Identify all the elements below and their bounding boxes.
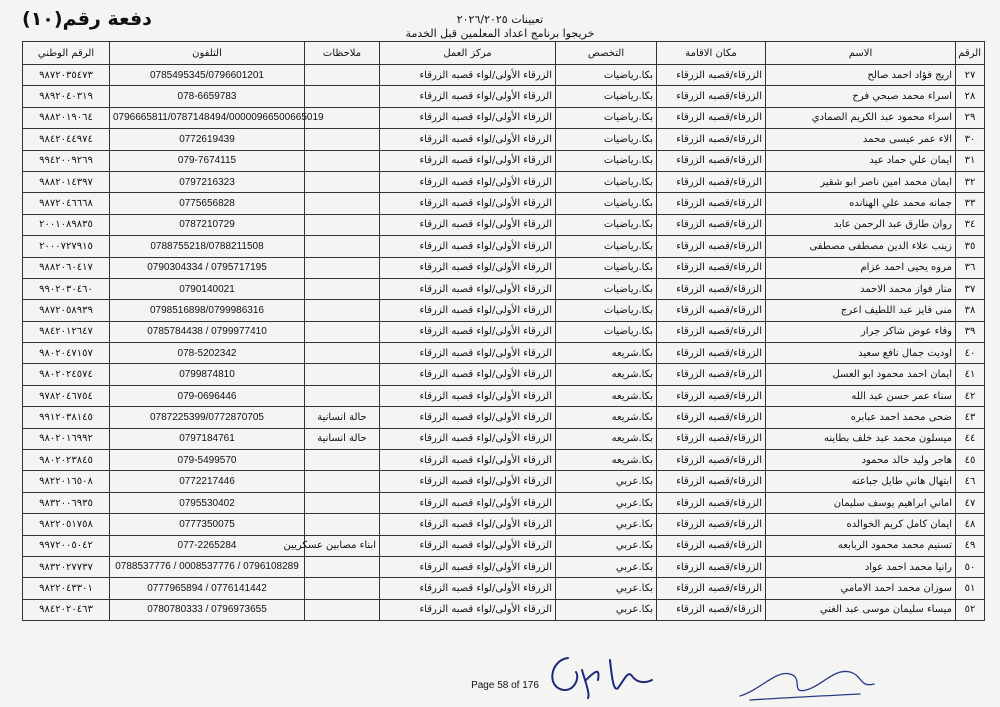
cell-specialty: بكا.رياضيات xyxy=(556,278,657,299)
cell-phone: 078-6659783 xyxy=(110,86,305,107)
column-header-num: الرقم xyxy=(956,42,985,65)
cell-national-id: ٩٨٢٢٠٤٣٣٠١ xyxy=(23,578,110,599)
cell-num: ٤٦ xyxy=(956,471,985,492)
cell-name: ميسلون محمد عبد خلف بطاينه xyxy=(766,428,956,449)
cell-work-center: الزرقاء الأولى/لواء قصبه الزرقاء xyxy=(380,171,556,192)
cell-name: ميساء سليمان موسى عبد الغني xyxy=(766,599,956,620)
cell-national-id: ٩٩٧٢٠٠٥٠٤٢ xyxy=(23,535,110,556)
cell-work-center: الزرقاء الأولى/لواء قصبه الزرقاء xyxy=(380,129,556,150)
cell-name: الاء عمر عيسى محمد xyxy=(766,129,956,150)
cell-phone: 0775656828 xyxy=(110,193,305,214)
cell-phone: 0785784438 / 0799977410 xyxy=(110,321,305,342)
cell-num: ٣٤ xyxy=(956,214,985,235)
cell-national-id: ٢٠٠١٠٨٩٨٣٥ xyxy=(23,214,110,235)
cell-residence: الزرقاء/قصبه الزرقاء xyxy=(657,107,766,128)
cell-notes xyxy=(305,86,380,107)
cell-work-center: الزرقاء الأولى/لواء قصبه الزرقاء xyxy=(380,278,556,299)
cell-specialty: بكا.شريعه xyxy=(556,364,657,385)
table-row xyxy=(23,492,985,513)
cell-num: ٥١ xyxy=(956,578,985,599)
table-row xyxy=(23,86,985,107)
column-header-phone: التلفون xyxy=(110,42,305,65)
cell-work-center: الزرقاء الأولى/لواء قصبه الزرقاء xyxy=(380,300,556,321)
cell-residence: الزرقاء/قصبه الزرقاء xyxy=(657,343,766,364)
cell-phone: 0788755218/0788211508 xyxy=(110,236,305,257)
cell-residence: الزرقاء/قصبه الزرقاء xyxy=(657,278,766,299)
cell-phone: 079-0696446 xyxy=(110,385,305,406)
cell-phone: 0795530402 xyxy=(110,492,305,513)
cell-specialty: بكا.رياضيات xyxy=(556,86,657,107)
cell-num: ٣٢ xyxy=(956,171,985,192)
cell-work-center: الزرقاء الأولى/لواء قصبه الزرقاء xyxy=(380,535,556,556)
cell-specialty: بكا.رياضيات xyxy=(556,300,657,321)
cell-national-id: ٩٨٠٢٠٢٤٥٧٤ xyxy=(23,364,110,385)
cell-residence: الزرقاء/قصبه الزرقاء xyxy=(657,171,766,192)
cell-notes xyxy=(305,150,380,171)
cell-phone: 0787225399/0772870705 xyxy=(110,407,305,428)
cell-national-id: ٩٩١٢٠٣٨١٤٥ xyxy=(23,407,110,428)
cell-national-id: ٩٨٧٢٠٣٥٤٧٣ xyxy=(23,65,110,86)
table-row xyxy=(23,300,985,321)
cell-work-center: الزرقاء الأولى/لواء قصبه الزرقاء xyxy=(380,107,556,128)
cell-specialty: بكا.عربي xyxy=(556,535,657,556)
cell-notes xyxy=(305,193,380,214)
cell-name: تسنيم محمد محمود الربابعه xyxy=(766,535,956,556)
cell-specialty: بكا.شريعه xyxy=(556,385,657,406)
cell-num: ٣٨ xyxy=(956,300,985,321)
table-row xyxy=(23,236,985,257)
cell-work-center: الزرقاء الأولى/لواء قصبه الزرقاء xyxy=(380,150,556,171)
cell-residence: الزرقاء/قصبه الزرقاء xyxy=(657,193,766,214)
cell-residence: الزرقاء/قصبه الزرقاء xyxy=(657,428,766,449)
cell-national-id: ٩٨٠٢٠٢٣٨٤٥ xyxy=(23,450,110,471)
cell-notes xyxy=(305,450,380,471)
cell-residence: الزرقاء/قصبه الزرقاء xyxy=(657,214,766,235)
cell-notes: حالة انسانية xyxy=(305,407,380,428)
cell-name: ايمان كامل كريم الخوالده xyxy=(766,514,956,535)
cell-residence: الزرقاء/قصبه الزرقاء xyxy=(657,492,766,513)
cell-name: اوديت جمال نافع سعيد xyxy=(766,343,956,364)
cell-work-center: الزرقاء الأولى/لواء قصبه الزرقاء xyxy=(380,321,556,342)
cell-name: منار فواز محمد الاحمد xyxy=(766,278,956,299)
cell-num: ٣٥ xyxy=(956,236,985,257)
page-number: Page 58 of 176 xyxy=(471,680,539,691)
cell-specialty: بكا.شريعه xyxy=(556,343,657,364)
cell-notes xyxy=(305,300,380,321)
cell-notes xyxy=(305,556,380,577)
table-row xyxy=(23,150,985,171)
cell-national-id: ٩٩٤٢٠٠٩٢٦٩ xyxy=(23,150,110,171)
cell-num: ٥٠ xyxy=(956,556,985,577)
cell-num: ٤١ xyxy=(956,364,985,385)
table-row xyxy=(23,556,985,577)
cell-notes xyxy=(305,129,380,150)
cell-work-center: الزرقاء الأولى/لواء قصبه الزرقاء xyxy=(380,364,556,385)
cell-num: ٣٧ xyxy=(956,278,985,299)
cell-phone: 0790140021 xyxy=(110,278,305,299)
table-row xyxy=(23,535,985,556)
cell-num: ٢٨ xyxy=(956,86,985,107)
table-row xyxy=(23,578,985,599)
cell-name: ايمان علي حماد عيد xyxy=(766,150,956,171)
cell-work-center: الزرقاء الأولى/لواء قصبه الزرقاء xyxy=(380,236,556,257)
table-row xyxy=(23,514,985,535)
cell-phone: 0796665811/0787148494/00000966500665019 xyxy=(110,107,305,128)
cell-national-id: ٩٨٤٢٠٢٠٤٦٣ xyxy=(23,599,110,620)
cell-national-id: ٢٠٠٠٧٢٧٩١٥ xyxy=(23,236,110,257)
cell-national-id: ٩٨٨٢٠١٤٣٩٧ xyxy=(23,171,110,192)
table-row xyxy=(23,364,985,385)
cell-notes xyxy=(305,321,380,342)
cell-num: ٤٧ xyxy=(956,492,985,513)
signature-2 xyxy=(730,660,880,706)
cell-name: روان طارق عبد الرحمن عابد xyxy=(766,214,956,235)
cell-national-id: ٩٨٤٢٠٤٤٩٧٤ xyxy=(23,129,110,150)
cell-work-center: الزرقاء الأولى/لواء قصبه الزرقاء xyxy=(380,578,556,599)
cell-residence: الزرقاء/قصبه الزرقاء xyxy=(657,385,766,406)
cell-num: ٢٩ xyxy=(956,107,985,128)
cell-name: اريج فؤاد احمد صالح xyxy=(766,65,956,86)
cell-work-center: الزرقاء الأولى/لواء قصبه الزرقاء xyxy=(380,257,556,278)
cell-specialty: بكا.رياضيات xyxy=(556,129,657,150)
cell-name: سوزان محمد احمد الامامي xyxy=(766,578,956,599)
cell-residence: الزرقاء/قصبه الزرقاء xyxy=(657,86,766,107)
table-row xyxy=(23,321,985,342)
table-row xyxy=(23,450,985,471)
cell-notes xyxy=(305,278,380,299)
cell-num: ٢٧ xyxy=(956,65,985,86)
cell-specialty: بكا.رياضيات xyxy=(556,236,657,257)
cell-phone: 0788537776 / 0008537776 / 0796108289 xyxy=(110,556,305,577)
cell-notes xyxy=(305,471,380,492)
cell-residence: الزرقاء/قصبه الزرقاء xyxy=(657,514,766,535)
cell-name: وفاء عوض شاكر جرار xyxy=(766,321,956,342)
column-header-notes: ملاحظات xyxy=(305,42,380,65)
cell-work-center: الزرقاء الأولى/لواء قصبه الزرقاء xyxy=(380,471,556,492)
cell-specialty: بكا.عربي xyxy=(556,578,657,599)
cell-name: رانيا محمد احمد عواد xyxy=(766,556,956,577)
cell-national-id: ٩٨٩٢٠٤٠٣١٩ xyxy=(23,86,110,107)
table-row xyxy=(23,65,985,86)
cell-national-id: ٩٩٠٢٠٣٠٤٦٠ xyxy=(23,278,110,299)
cell-phone: 0787210729 xyxy=(110,214,305,235)
cell-specialty: بكا.رياضيات xyxy=(556,193,657,214)
cell-phone: 077-2265284 xyxy=(110,535,305,556)
cell-national-id: ٩٨٠٢٠٤٧١٥٧ xyxy=(23,343,110,364)
cell-name: ضحى محمد احمد عبابره xyxy=(766,407,956,428)
cell-notes: حالة انسانية xyxy=(305,428,380,449)
cell-residence: الزرقاء/قصبه الزرقاء xyxy=(657,364,766,385)
cell-specialty: بكا.رياضيات xyxy=(556,214,657,235)
cell-residence: الزرقاء/قصبه الزرقاء xyxy=(657,407,766,428)
table-row xyxy=(23,428,985,449)
cell-work-center: الزرقاء الأولى/لواء قصبه الزرقاء xyxy=(380,385,556,406)
cell-num: ٣٠ xyxy=(956,129,985,150)
batch-label: دفعة رقم(١٠) xyxy=(22,8,152,30)
cell-national-id: ٩٨٠٢٠١٦٩٩٢ xyxy=(23,428,110,449)
cell-residence: الزرقاء/قصبه الزرقاء xyxy=(657,471,766,492)
cell-phone: 0797184761 xyxy=(110,428,305,449)
cell-num: ٣٦ xyxy=(956,257,985,278)
cell-residence: الزرقاء/قصبه الزرقاء xyxy=(657,599,766,620)
cell-name: جمانه محمد علي الهنانده xyxy=(766,193,956,214)
cell-specialty: بكا.عربي xyxy=(556,471,657,492)
cell-work-center: الزرقاء الأولى/لواء قصبه الزرقاء xyxy=(380,514,556,535)
cell-national-id: ٩٨٧٢٠٤٦٦٦٨ xyxy=(23,193,110,214)
cell-work-center: الزرقاء الأولى/لواء قصبه الزرقاء xyxy=(380,65,556,86)
cell-work-center: الزرقاء الأولى/لواء قصبه الزرقاء xyxy=(380,86,556,107)
cell-specialty: بكا.عربي xyxy=(556,514,657,535)
cell-notes: ابناء مصابين عسكريين xyxy=(305,535,380,556)
appointments-table xyxy=(22,41,985,621)
column-header-name: الاسم xyxy=(766,42,956,65)
cell-notes xyxy=(305,599,380,620)
cell-num: ٤٠ xyxy=(956,343,985,364)
cell-num: ٤٥ xyxy=(956,450,985,471)
table-row xyxy=(23,107,985,128)
column-header-work: مركز العمل xyxy=(380,42,556,65)
cell-residence: الزرقاء/قصبه الزرقاء xyxy=(657,300,766,321)
cell-specialty: بكا.عربي xyxy=(556,492,657,513)
table-row xyxy=(23,599,985,620)
column-header-specialty: التخصص xyxy=(556,42,657,65)
cell-residence: الزرقاء/قصبه الزرقاء xyxy=(657,556,766,577)
cell-national-id: ٩٨٢٢٠١٦٥٠٨ xyxy=(23,471,110,492)
table-row xyxy=(23,343,985,364)
cell-residence: الزرقاء/قصبه الزرقاء xyxy=(657,578,766,599)
signature-1 xyxy=(540,640,670,700)
cell-num: ٤٢ xyxy=(956,385,985,406)
table-row xyxy=(23,257,985,278)
cell-residence: الزرقاء/قصبه الزرقاء xyxy=(657,257,766,278)
cell-phone: 079-5499570 xyxy=(110,450,305,471)
cell-residence: الزرقاء/قصبه الزرقاء xyxy=(657,236,766,257)
cell-num: ٣٩ xyxy=(956,321,985,342)
cell-residence: الزرقاء/قصبه الزرقاء xyxy=(657,450,766,471)
table-row xyxy=(23,407,985,428)
cell-residence: الزرقاء/قصبه الزرقاء xyxy=(657,65,766,86)
cell-specialty: بكا.شريعه xyxy=(556,450,657,471)
cell-work-center: الزرقاء الأولى/لواء قصبه الزرقاء xyxy=(380,214,556,235)
table-body xyxy=(23,65,985,621)
cell-notes xyxy=(305,65,380,86)
cell-name: اماني ابراهيم يوسف سليمان xyxy=(766,492,956,513)
cell-num: ٤٨ xyxy=(956,514,985,535)
cell-specialty: بكا.رياضيات xyxy=(556,321,657,342)
cell-name: زينب علاء الدين مصطفى مصطفى xyxy=(766,236,956,257)
cell-specialty: بكا.شريعه xyxy=(556,407,657,428)
cell-residence: الزرقاء/قصبه الزرقاء xyxy=(657,535,766,556)
cell-num: ٤٤ xyxy=(956,428,985,449)
cell-notes xyxy=(305,214,380,235)
column-header-national-id: الرقم الوطني xyxy=(23,42,110,65)
cell-national-id: ٩٨٣٢٠٠٦٩٣٥ xyxy=(23,492,110,513)
cell-phone: 0780780333 / 0796973655 xyxy=(110,599,305,620)
cell-residence: الزرقاء/قصبه الزرقاء xyxy=(657,150,766,171)
cell-num: ٤٩ xyxy=(956,535,985,556)
cell-name: اسراء محمد صبحي فرح xyxy=(766,86,956,107)
cell-phone: 079-7674115 xyxy=(110,150,305,171)
cell-national-id: ٩٨٨٢٠١٩٠٦٤ xyxy=(23,107,110,128)
cell-notes xyxy=(305,492,380,513)
cell-residence: الزرقاء/قصبه الزرقاء xyxy=(657,321,766,342)
table-row xyxy=(23,385,985,406)
cell-work-center: الزرقاء الأولى/لواء قصبه الزرقاء xyxy=(380,556,556,577)
table-row xyxy=(23,193,985,214)
cell-phone: 0790304334 / 0795717195 xyxy=(110,257,305,278)
table-row xyxy=(23,471,985,492)
cell-num: ٣١ xyxy=(956,150,985,171)
cell-specialty: بكا.رياضيات xyxy=(556,107,657,128)
cell-work-center: الزرقاء الأولى/لواء قصبه الزرقاء xyxy=(380,450,556,471)
document-title: تعيينات ٢٠٢٦/٢٠٢٥ xyxy=(456,13,544,26)
table-row xyxy=(23,278,985,299)
cell-work-center: الزرقاء الأولى/لواء قصبه الزرقاء xyxy=(380,407,556,428)
cell-national-id: ٩٨٤٢٠١٢٦٤٧ xyxy=(23,321,110,342)
cell-name: ايمان احمد محمود ابو العسل xyxy=(766,364,956,385)
cell-name: ابتهال هاني طايل جباعته xyxy=(766,471,956,492)
cell-phone: 0777965894 / 0776141442 xyxy=(110,578,305,599)
cell-specialty: بكا.شريعه xyxy=(556,428,657,449)
cell-notes xyxy=(305,514,380,535)
cell-specialty: بكا.عربي xyxy=(556,556,657,577)
cell-specialty: بكا.رياضيات xyxy=(556,171,657,192)
cell-notes xyxy=(305,171,380,192)
cell-specialty: بكا.رياضيات xyxy=(556,65,657,86)
cell-notes xyxy=(305,385,380,406)
document-subtitle: خريجوا برنامج اعداد المعلمين قبل الخدمة xyxy=(405,27,595,40)
cell-phone: 0772217446 xyxy=(110,471,305,492)
cell-national-id: ٩٨٧٢٠٥٨٩٣٩ xyxy=(23,300,110,321)
cell-work-center: الزرقاء الأولى/لواء قصبه الزرقاء xyxy=(380,599,556,620)
table-row xyxy=(23,214,985,235)
cell-work-center: الزرقاء الأولى/لواء قصبه الزرقاء xyxy=(380,492,556,513)
cell-specialty: بكا.عربي xyxy=(556,599,657,620)
cell-phone: 0797216323 xyxy=(110,171,305,192)
cell-name: اسراء محمود عبد الكريم الصمادي xyxy=(766,107,956,128)
table-row xyxy=(23,129,985,150)
cell-national-id: ٩٨٢٢٠٥١٧٥٨ xyxy=(23,514,110,535)
cell-name: هاجر وليد خالد محمود xyxy=(766,450,956,471)
cell-notes xyxy=(305,257,380,278)
cell-name: سناء عمر حسن عبد الله xyxy=(766,385,956,406)
column-header-residence: مكان الاقامة xyxy=(657,42,766,65)
cell-phone: 078-5202342 xyxy=(110,343,305,364)
cell-phone: 0785495345/0796601201 xyxy=(110,65,305,86)
cell-notes xyxy=(305,364,380,385)
cell-work-center: الزرقاء الأولى/لواء قصبه الزرقاء xyxy=(380,343,556,364)
cell-notes xyxy=(305,343,380,364)
cell-name: مروه يحيى احمد عزام xyxy=(766,257,956,278)
cell-name: منى فايز عبد اللطيف اعرج xyxy=(766,300,956,321)
cell-notes xyxy=(305,236,380,257)
cell-specialty: بكا.رياضيات xyxy=(556,150,657,171)
cell-phone: 0799874810 xyxy=(110,364,305,385)
cell-specialty: بكا.رياضيات xyxy=(556,257,657,278)
cell-notes xyxy=(305,578,380,599)
cell-national-id: ٩٨٣٢٠٢٧٧٣٧ xyxy=(23,556,110,577)
cell-num: ٥٢ xyxy=(956,599,985,620)
table-row xyxy=(23,171,985,192)
cell-num: ٤٣ xyxy=(956,407,985,428)
cell-residence: الزرقاء/قصبه الزرقاء xyxy=(657,129,766,150)
cell-phone: 0772619439 xyxy=(110,129,305,150)
cell-num: ٣٣ xyxy=(956,193,985,214)
cell-name: ايمان محمد امين ناصر ابو شقير xyxy=(766,171,956,192)
cell-work-center: الزرقاء الأولى/لواء قصبه الزرقاء xyxy=(380,193,556,214)
cell-work-center: الزرقاء الأولى/لواء قصبه الزرقاء xyxy=(380,428,556,449)
cell-national-id: ٩٨٨٢٠٦٠٤١٧ xyxy=(23,257,110,278)
table-header-row xyxy=(23,42,985,65)
cell-phone: 0798516898/0799986316 xyxy=(110,300,305,321)
cell-phone: 0777350075 xyxy=(110,514,305,535)
cell-national-id: ٩٧٨٢٠٤٦٧٥٤ xyxy=(23,385,110,406)
